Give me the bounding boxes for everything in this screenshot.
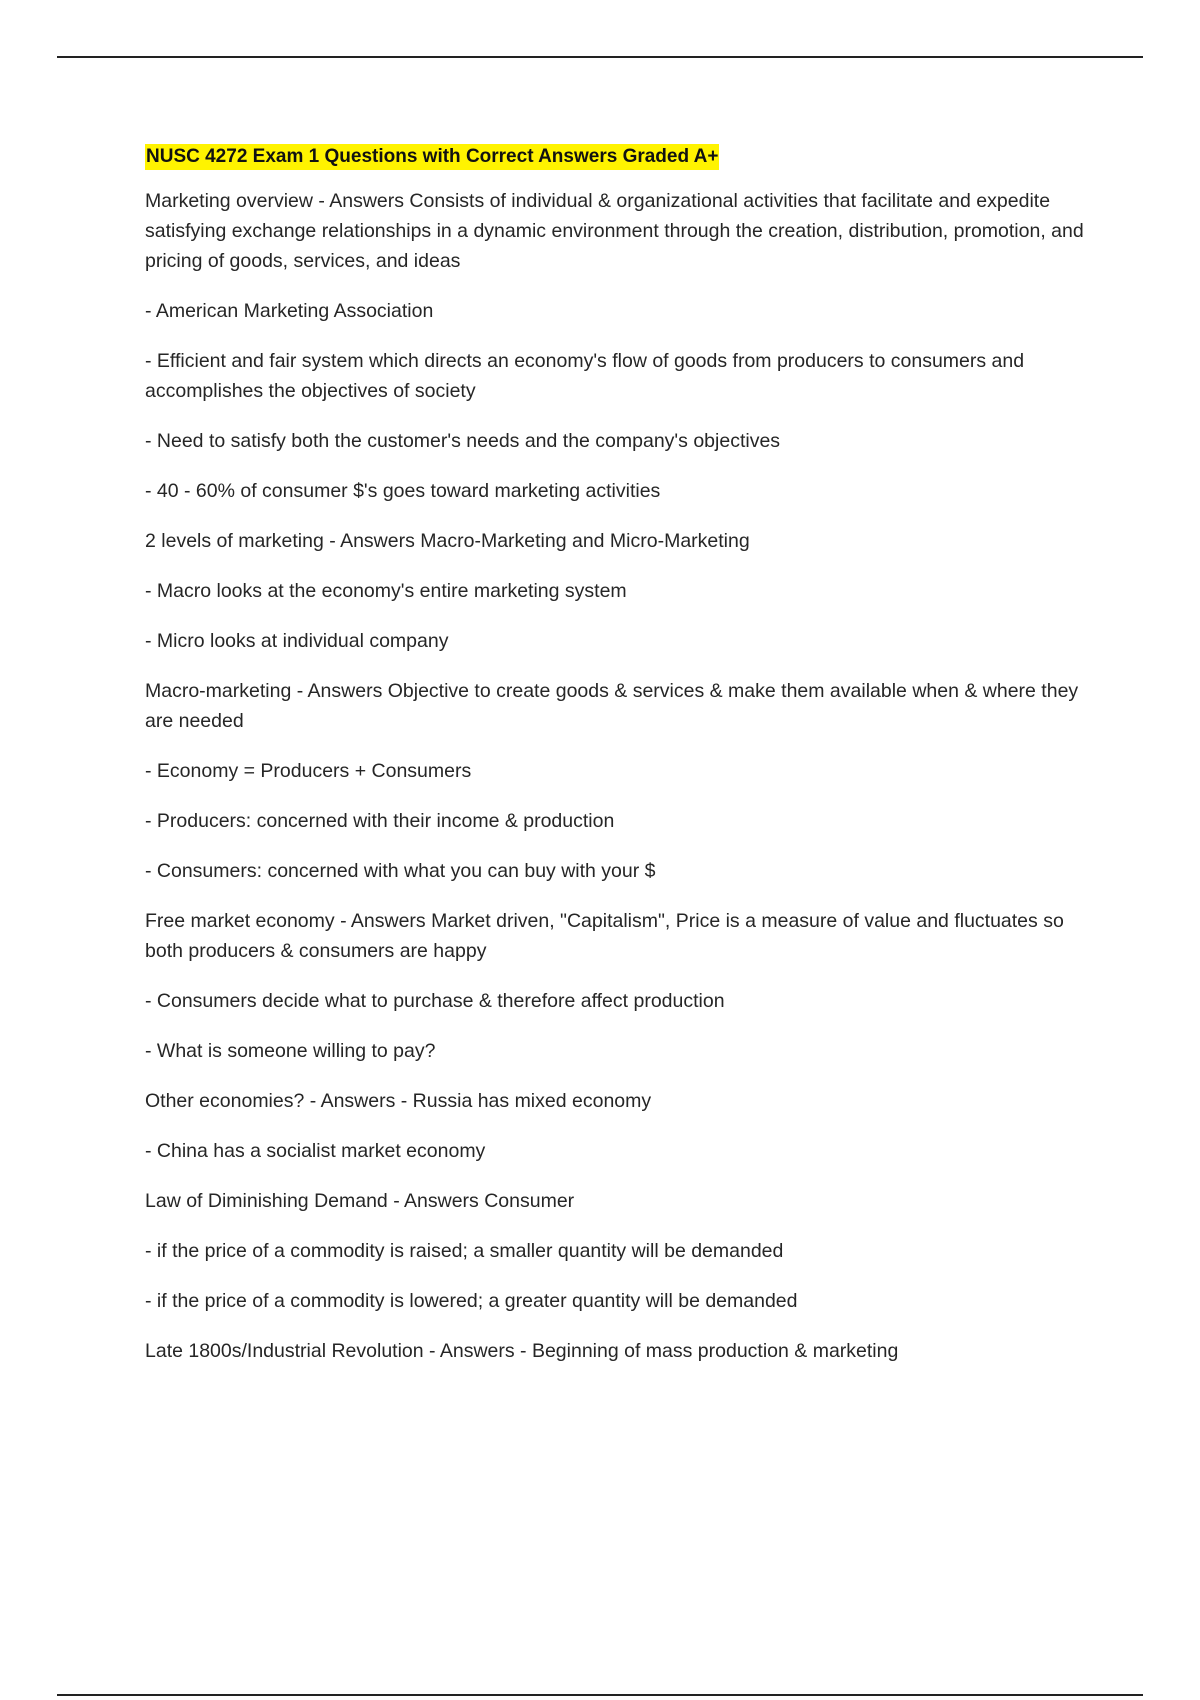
paragraph: Macro-marketing - Answers Objective to create goods & services & make them available when & where they are needed: [145, 680, 1079, 732]
paragraph: - if the price of a commodity is raised; a smaller quantity will be demanded: [145, 1240, 784, 1262]
paragraph: - China has a socialist market economy: [145, 1140, 486, 1162]
document-title: NUSC 4272 Exam 1 Questions with Correct Answers Graded A+: [145, 144, 719, 170]
paragraph: Law of Diminishing Demand - Answers Consumer: [145, 1190, 575, 1212]
paragraph: - Producers: concerned with their income & production: [145, 810, 615, 832]
paragraph: - Need to satisfy both the customer's needs and the company's objectives: [145, 430, 781, 452]
paragraph: - American Marketing Association: [145, 300, 434, 322]
paragraph: - Consumers: concerned with what you can buy with your $: [145, 860, 656, 882]
paragraph: - Macro looks at the economy's entire marketing system: [145, 580, 627, 602]
paragraph: 2 levels of marketing - Answers Macro-Marketing and Micro-Marketing: [145, 530, 750, 552]
paragraph: - Efficient and fair system which directs an economy's flow of goods from producers to consumers and accomplishes the objectives of society: [145, 350, 1025, 402]
paragraph: Late 1800s/Industrial Revolution - Answers - Beginning of mass production & marketing: [145, 1340, 899, 1362]
paragraph: - What is someone willing to pay?: [145, 1040, 436, 1062]
paragraph: Free market economy - Answers Market driven, "Capitalism", Price is a measure of value and fluctuates so both producers & consumers are happy: [145, 910, 1064, 962]
paragraph: - 40 - 60% of consumer $'s goes toward marketing activities: [145, 480, 661, 502]
paragraph: Marketing overview - Answers Consists of individual & organizational activities that facilitate and expedite satisfying exchange relationships in a dynamic environment through the creation, distribution, promotion, and pricing of goods, services, and ideas: [145, 190, 1084, 272]
paragraph: - Consumers decide what to purchase & therefore affect production: [145, 990, 725, 1012]
paragraph: - Economy = Producers + Consumers: [145, 760, 472, 782]
header-rule: [57, 56, 1143, 58]
paragraph: - Micro looks at individual company: [145, 630, 449, 652]
paragraph: - if the price of a commodity is lowered; a greater quantity will be demanded: [145, 1290, 798, 1312]
paragraph: Other economies? - Answers - Russia has mixed economy: [145, 1090, 652, 1112]
footer-rule: [57, 1694, 1143, 1696]
document-body: [145, 144, 1085, 1386]
